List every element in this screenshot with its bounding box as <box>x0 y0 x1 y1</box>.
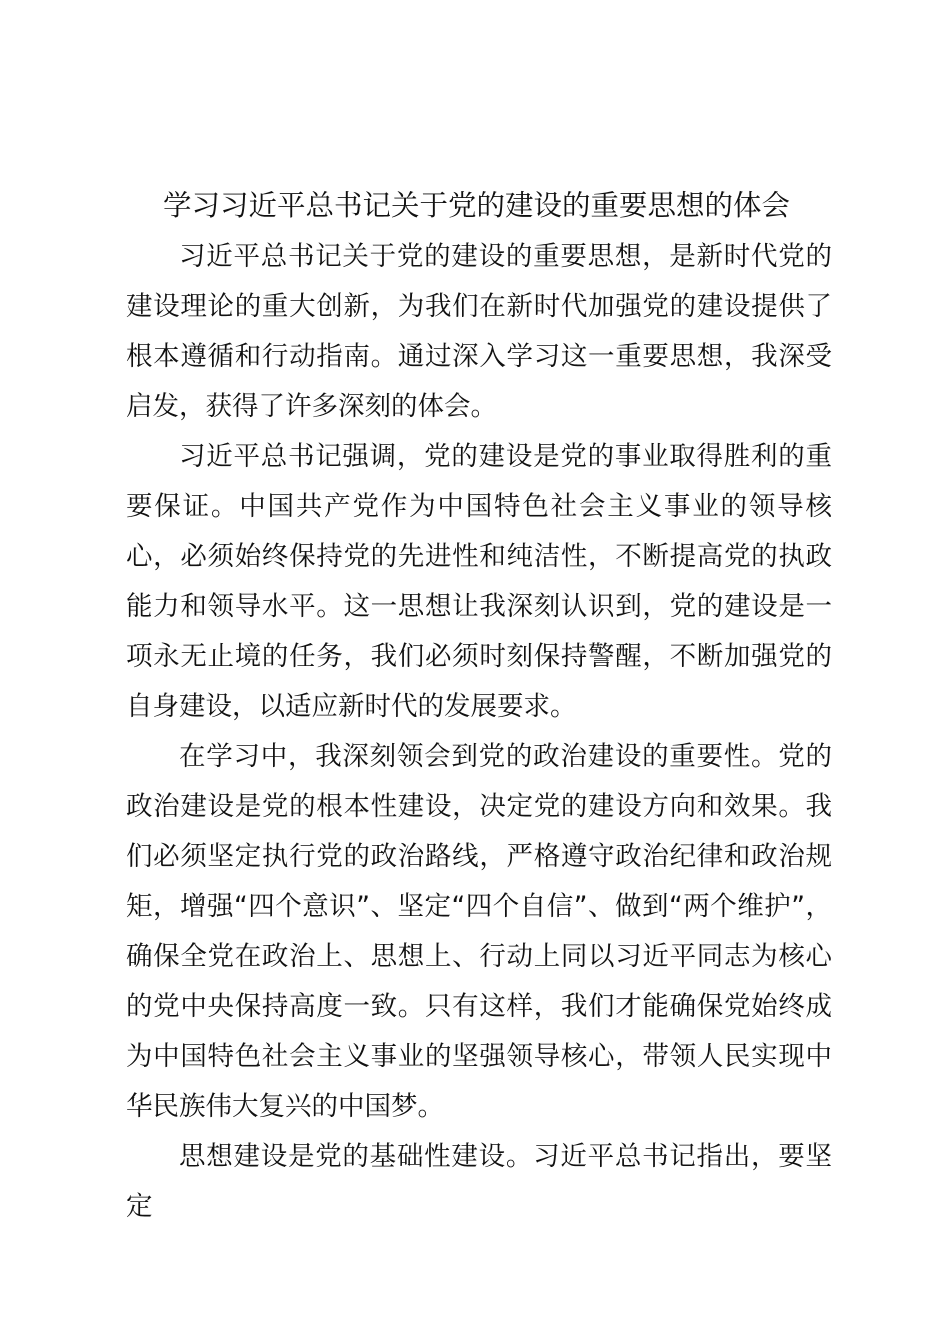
paragraph-2: 习近平总书记强调，党的建设是党的事业取得胜利的重要保证。中国共产党作为中国特色社会主义事业的领导核心，必须始终保持党的先进性和纯洁性，不断提高党的执政能力和领导水平。这一思想让我深刻认识到，党的建设是一项永无止境的任务，我们必须时刻保持警醒，不断加强党的自身建设，以适应新时代的发展要求。 <box>126 441 832 722</box>
paragraph-3: 在学习中，我深刻领会到党的政治建设的重要性。党的政治建设是党的根本性建设，决定党的建设方向和效果。我们必须坚定执行党的政治路线，严格遵守政治纪律和政治规矩，增强“四个意识”、坚定“四个自信”、做到“两个维护”，确保全党在政治上、思想上、行动上同以习近平同志为核心的党中央保持高度一致。只有这样，我们才能确保党始终成为中国特色社会主义事业的坚强领导核心，带领人民实现中华民族伟大复兴的中国梦。 <box>126 741 832 1122</box>
paragraph-1: 习近平总书记关于党的建设的重要思想，是新时代党的建设理论的重大创新，为我们在新时代加强党的建设提供了根本遵循和行动指南。通过深入学习这一重要思想，我深受启发，获得了许多深刻的体会。 <box>126 241 832 422</box>
paragraph-4: 思想建设是党的基础性建设。习近平总书记指出，要坚定 <box>126 1141 832 1222</box>
document-title: 学习习近平总书记关于党的建设的重要思想的体会 <box>163 189 791 222</box>
document-body <box>126 232 832 1232</box>
